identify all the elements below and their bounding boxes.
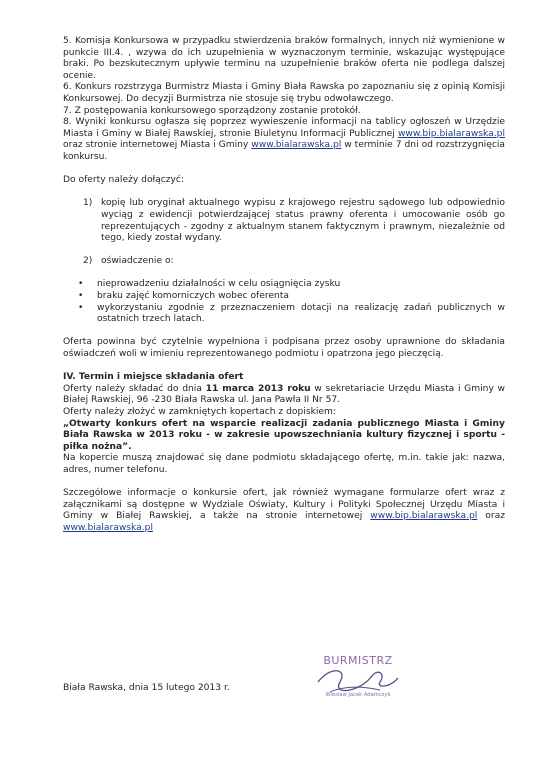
attachments-intro: Do oferty należy dołączyć: bbox=[63, 175, 185, 186]
paragraph-6: 6. Konkurs rozstrzyga Burmistrz Miasta i Gminy Biała Rawska po zapoznaniu się z opinią Komisji Konkursowej. Do decyzji Burmistrza nie stosuje się trybu odwoławczego. bbox=[63, 82, 505, 104]
paragraph-8 bbox=[63, 117, 505, 163]
paragraph-7: 7. Z postępowania konkursowego sporządzony zostanie protokół. bbox=[63, 105, 361, 116]
attachment-text: oświadczenie o: bbox=[101, 256, 174, 267]
attachment-text: kopię lub oryginał aktualnego wypisu z krajowego rejestru sądowego lub odpowiednio wyciąg z ewidencji potwierdzającej status prawny oferenta i umocowanie osób go reprezentujących - zgodny z aktualnym stanem faktycznym i prawnym, niezależnie od tego, kiedy został wydany. bbox=[101, 198, 505, 244]
deadline-text-part: Oferty należy składać do dnia bbox=[63, 383, 206, 394]
bip-link[interactable]: www.bip.bialarawska.pl bbox=[370, 511, 478, 522]
details-text: Szczegółowe informacje o konkursie ofert, jak również wymagane formularze ofert wraz z załącznikami są dostępne w Wydziale Oświaty, Kultury i Polityki Społecznej Urzędu Miasta i Gminy w Białej Rawskiej, a także na stronie internetowej bbox=[63, 488, 505, 522]
signature-svg bbox=[300, 652, 410, 700]
section-heading: IV. Termin i miejsce składania ofert bbox=[63, 372, 244, 383]
list-item bbox=[78, 303, 505, 326]
deadline-text bbox=[63, 384, 505, 407]
envelope-data: Na kopercie muszą znajdować się dane podmiotu składającego ofertę, m.in. takie jak: nazwa, adres, numer telefonu. bbox=[63, 453, 505, 475]
signature-stamp bbox=[300, 652, 410, 700]
list-item bbox=[78, 279, 505, 291]
website-link[interactable]: www.bialarawska.pl bbox=[251, 140, 342, 151]
place-and-date: Biała Rawska, dnia 15 lutego 2013 r. bbox=[63, 683, 230, 693]
bip-link[interactable]: www.bip.bialarawska.pl bbox=[397, 128, 505, 139]
bullet-icon: • bbox=[78, 291, 84, 302]
paragraph-8-text: 8. Wyniki konkursu ogłasza się poprzez wywieszenie informacji na tablicy ogłoszeń w Urzędzie Miasta i Gminy w Białej Rawskiej, stronie Biuletynu Informacji Publicznej bbox=[63, 117, 505, 139]
stamp-title: BURMISTRZ bbox=[323, 654, 393, 667]
attachment-number: 1) bbox=[83, 198, 93, 209]
paragraph-8-text: oraz stronie internetowej Miasta i Gminy bbox=[63, 140, 252, 151]
bullet-icon: • bbox=[78, 302, 84, 313]
deadline-date: 11 marca 2013 roku bbox=[205, 383, 311, 394]
bullet-icon: • bbox=[78, 279, 84, 290]
envelope-instruction: Oferty należy złożyć w zamkniętych kopertach z dopiskiem: bbox=[63, 407, 336, 417]
list-item-text: nieprowadzeniu działalności w celu osiągnięcia zysku bbox=[97, 279, 341, 290]
list-item-text: braku zajęć komorniczych wobec oferenta bbox=[97, 291, 289, 302]
paragraph-5: 5. Komisja Konkursowa w przypadku stwierdzenia braków formalnych, innych niż wymienione w punkcie III.4. , wzywa do ich uzupełnienia w wyznaczonym terminie, wskazując występujące braki. Po bezskutecznym upływie terminu na uzupełnienie braków oferta nie podlega dalszej ocenie. bbox=[63, 36, 505, 81]
offer-requirements: Oferta powinna być czytelnie wypełniona i podpisana przez osoby uprawnione do składania oświadczeń woli w imieniu reprezentowanego podmiotu i opatrzona jego pieczęcią. bbox=[63, 337, 505, 360]
contest-title: „Otwarty konkurs ofert na wsparcie realizacji zadania publicznego Miasta i Gminy Biała Rawska w 2013 roku - w zakresie upowszechniania kultury fizycznej i sportu - piłka nożna”. bbox=[63, 418, 505, 452]
list-item bbox=[78, 291, 505, 303]
stamp-name: Wiesław Jacek Adamczyk bbox=[325, 692, 391, 698]
website-link[interactable]: www.bialarawska.pl bbox=[63, 522, 154, 533]
attachment-item bbox=[83, 256, 505, 268]
declaration-list bbox=[78, 279, 505, 325]
paragraph-8-text: w terminie 7 dni od rozstrzygnięcia konkursu. bbox=[63, 140, 505, 162]
deadline-text-part: w sekretariacie Urzędu Miasta i Gminy w Białej Rawskiej, 96 -230 Biała Rawska ul. Jana Pawła II Nr 57. bbox=[63, 383, 505, 406]
details-text: oraz bbox=[477, 511, 505, 522]
attachment-number: 2) bbox=[83, 256, 93, 267]
list-item-text: wykorzystaniu zgodnie z przeznaczeniem dotacji na realizację zadań publicznych w ostatnich trzech latach. bbox=[97, 302, 505, 325]
details-paragraph bbox=[63, 488, 505, 534]
attachment-item bbox=[83, 198, 505, 244]
